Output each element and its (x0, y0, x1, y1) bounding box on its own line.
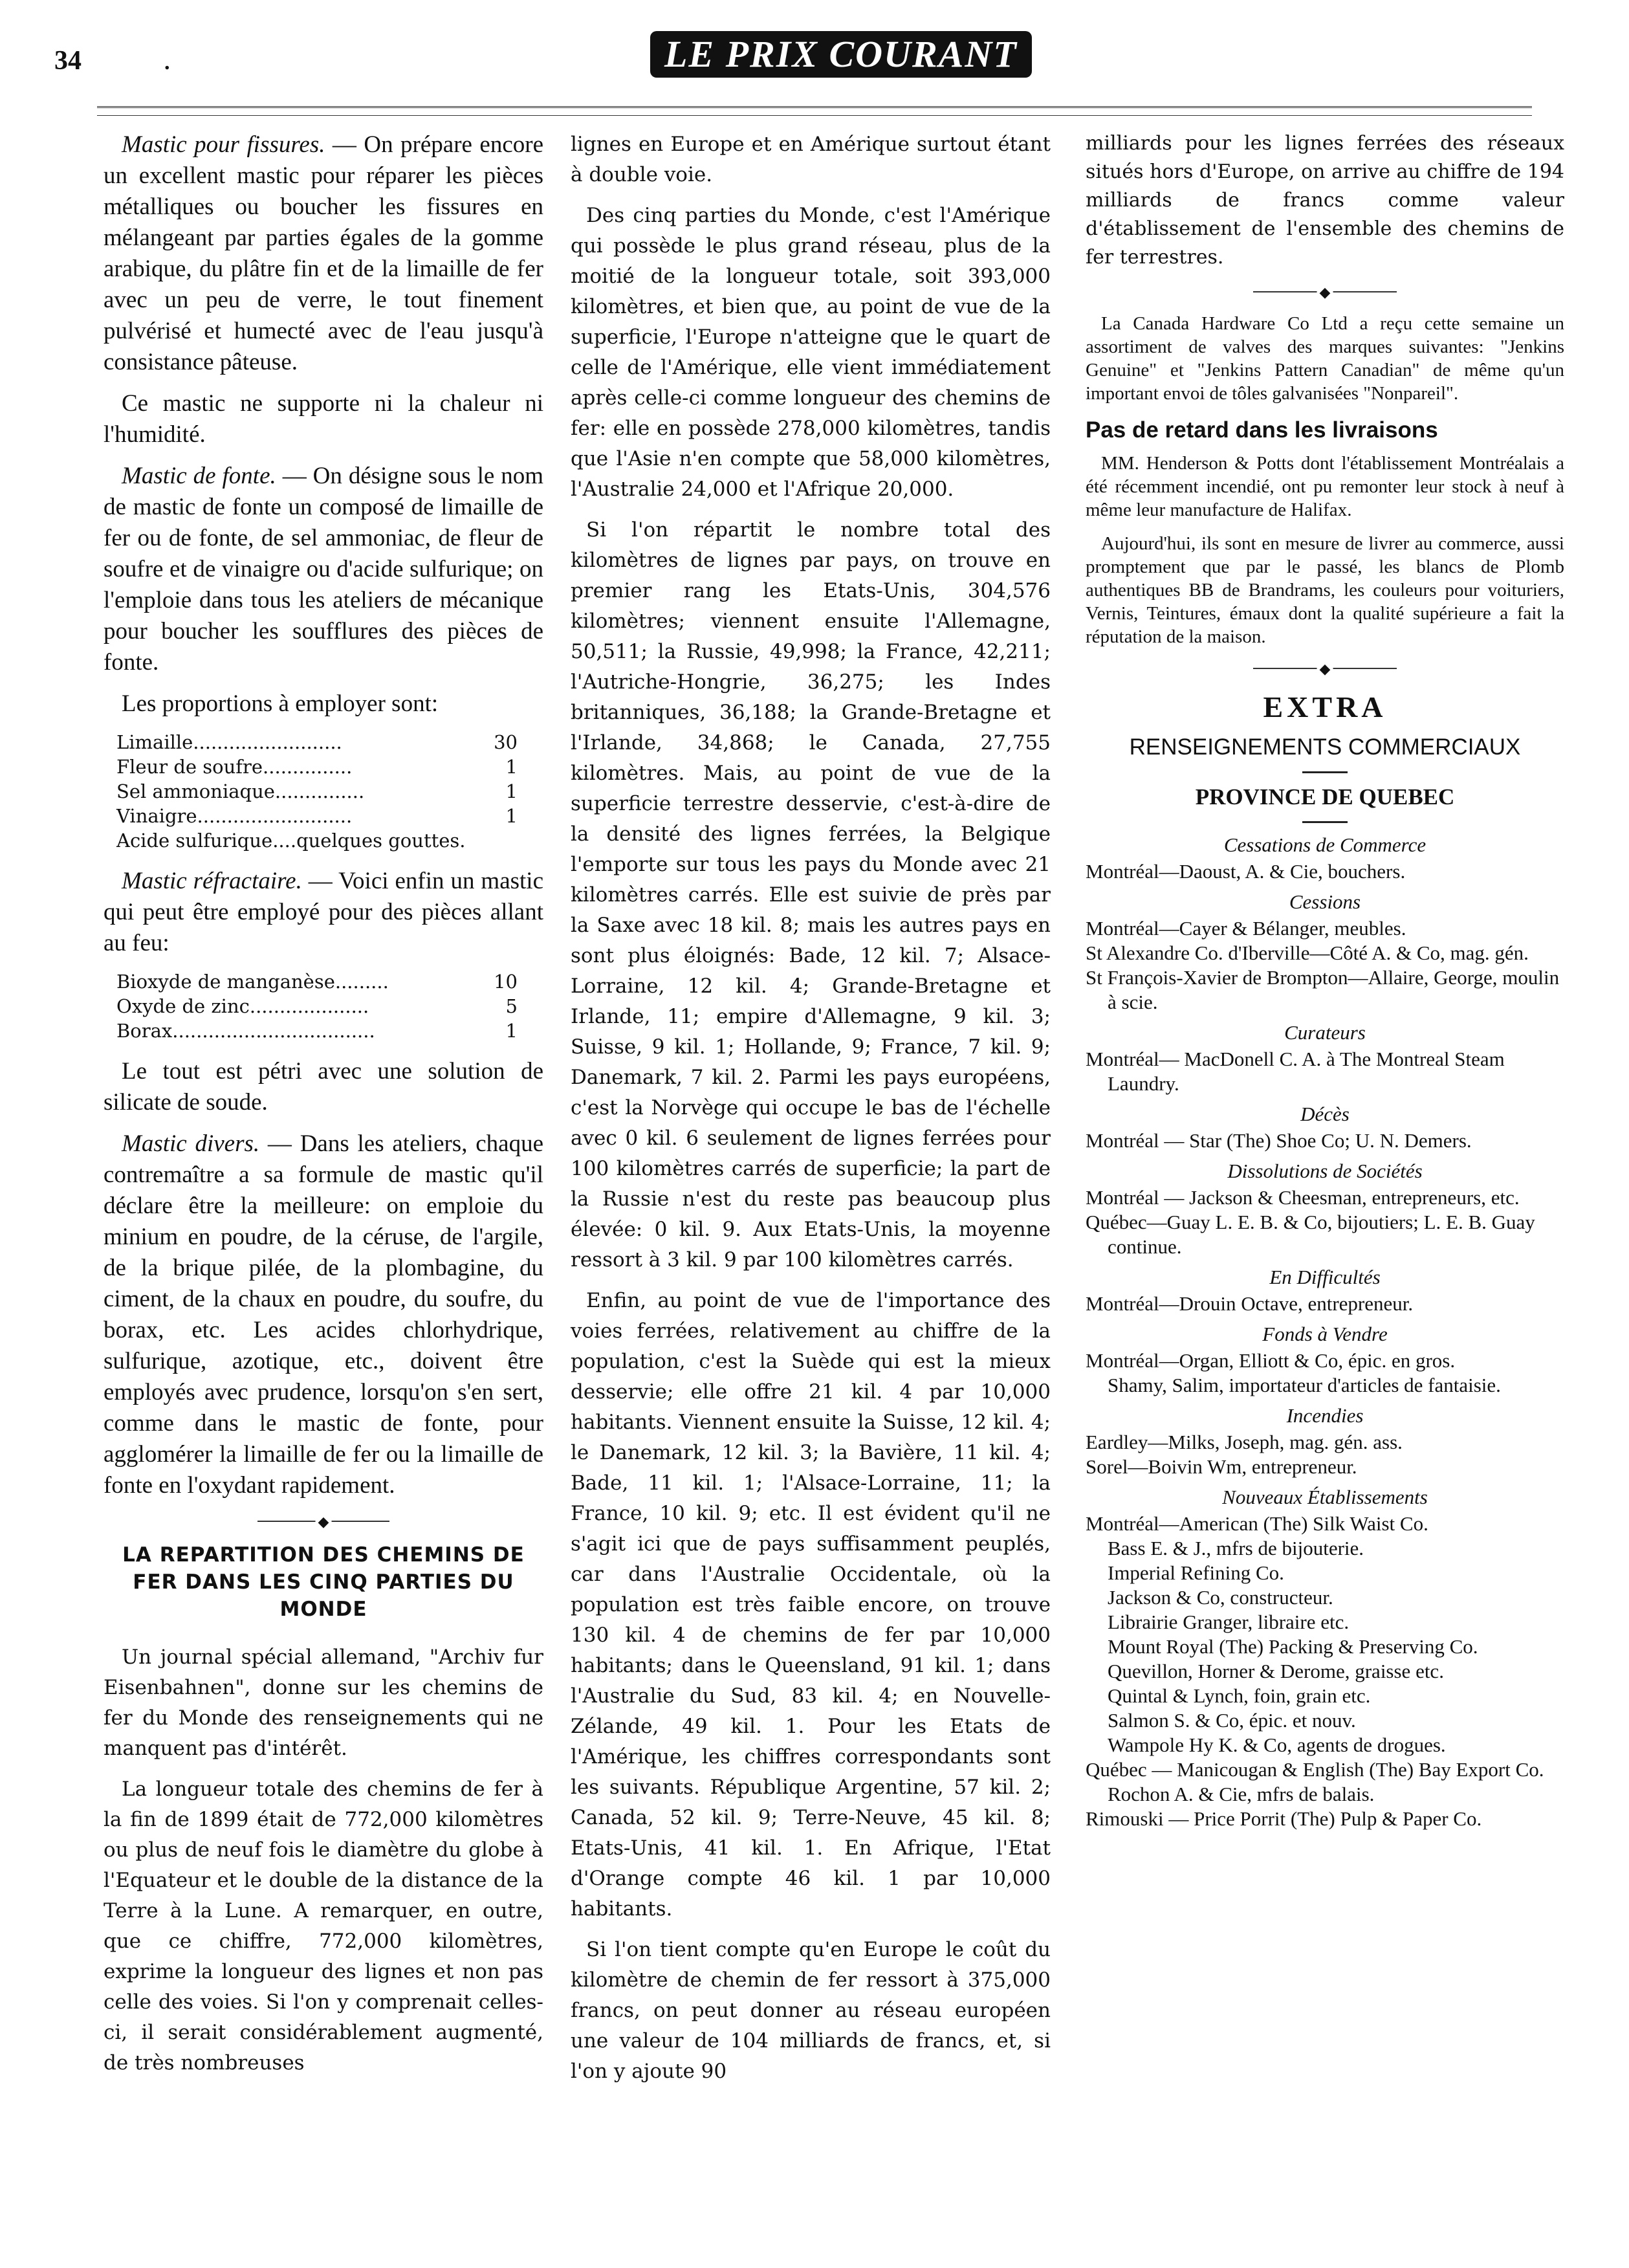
recipe-table-2 (116, 969, 518, 1043)
recipe-row (116, 804, 518, 828)
paragraph-text: — Voici enfin un mastic qui peut être employé pour des pièces allant au feu: (104, 868, 543, 956)
list-item: Montréal—Cayer & Bélanger, meubles. (1086, 917, 1406, 940)
recipe-row (116, 994, 518, 1018)
section-subheading: RENSEIGNEMENTS COMMERCIAUX (1129, 734, 1521, 760)
ingredient: Limaille......................... (116, 731, 342, 753)
category-title: En Difficultés (1269, 1266, 1381, 1288)
paragraph (104, 129, 543, 378)
category-title: Cessations de Commerce (1223, 833, 1427, 856)
short-rule (1302, 821, 1348, 823)
column-2 (571, 129, 1051, 2097)
paragraph-text: — Dans les ateliers, chaque contremaître a sa formule de mastic qu'il déclare être la meilleure: on emploie du minium en poudre, de la céruse, de l'argile, de la brique pilée, de la plombagine, du ciment, de la chaux en poudre, du soufre, du borax, etc. Les acides chlorhydrique, sulfurique, azotique, etc., doivent être employés avec prudence, lorsqu'on s'en sert, comme dans le mastic de fonte, pour agglomérer la limaille de fer ou la limaille de fonte en l'oxydant rapidement. (104, 1130, 543, 1499)
province-heading: PROVINCE DE QUEBEC (1195, 784, 1455, 809)
category-title: Incendies (1286, 1404, 1364, 1427)
quantity: 5 (505, 995, 518, 1017)
recipe-row (116, 1018, 518, 1043)
recipe-row (116, 754, 518, 779)
ornament-divider (104, 1513, 543, 1530)
list-item: Librairie Granger, libraire etc. (1108, 1611, 1350, 1633)
category-title: Nouveaux Établissements (1222, 1486, 1428, 1508)
list-item: Montréal— MacDonell C. A. à The Montreal Steam Laundry. (1086, 1048, 1505, 1095)
paragraph (104, 866, 543, 959)
article-heading: Pas de retard dans les livraisons (1086, 417, 1438, 443)
ingredient: Bioxyde de manganèse......... (116, 971, 389, 993)
paragraph: MM. Henderson & Potts dont l'établissement Montréalais a été récemment incendié, ont pu remonter leur stock à neuf à même leur manufacture de Halifax. (1086, 453, 1564, 520)
paragraph: La Canada Hardware Co Ltd a reçu cette semaine un assortiment de valves des marques suivantes: "Jenkins Genuine" et "Jenkins Pattern Canadian" de même qu'un important envoi de tôles galvanisées "Nonpareil". (1086, 313, 1564, 404)
diamond-ornament-icon: ◆ (316, 1514, 332, 1530)
paragraph: La longueur totale des chemins de fer à la fin de 1899 était de 772,000 kilomètres ou plus de neuf fois le diamètre du globe à l'Equateur et le double de la distance de la Terre à la Lune. A remarquer, en outre, que ce chiffre, 772,000 kilomètres, exprime la longueur des lignes et non pas celle des voies. Si l'on y comprenait celles-ci, il serait considérablement augmenté, de très nombreuses (104, 1778, 543, 2075)
list-item: St Alexandre Co. d'Iberville—Côté A. & Co, mag. gén. (1086, 941, 1529, 964)
ingredient: Vinaigre.......................... (116, 805, 353, 827)
diamond-ornament-icon: ◆ (1317, 661, 1333, 677)
paragraph-lead: Mastic réfractaire. (122, 868, 302, 894)
recipe-row (116, 779, 518, 804)
paragraph: Aujourd'hui, ils sont en mesure de livrer au commerce, aussi promptement que par le passé, les blancs de Plomb authentiques BB de Brandrams, les couleurs pour voituriers, Vernis, Teintures, émaux dont la qualité supérieure a fait la réputation de la maison. (1086, 533, 1564, 647)
short-rule (1302, 771, 1348, 773)
quantity: 10 (494, 971, 518, 993)
paragraph: Ce mastic ne supporte ni la chaleur ni l'humidité. (104, 390, 543, 448)
paragraph: Les proportions à employer sont: (122, 690, 439, 717)
page-number: 34 (54, 46, 82, 76)
paragraph: Si l'on tient compte qu'en Europe le coût du kilomètre de chemin de fer ressort à 375,000 francs, on peut donner au réseau européen une valeur de 104 milliards de francs, et, si l'on y ajoute 90 (571, 1938, 1051, 2083)
diamond-ornament-icon: ◆ (1317, 285, 1333, 301)
list-item: Montréal — Star (The) Shoe Co; U. N. Demers. (1086, 1129, 1472, 1152)
ingredient: Borax.................................. (116, 1020, 375, 1042)
quantity: 1 (505, 756, 518, 778)
list-item: Québec—Guay L. E. B. & Co, bijoutiers; L. E. B. Guay continue. (1086, 1211, 1535, 1258)
paragraph: lignes en Europe et en Amérique surtout étant à double voie. (571, 133, 1051, 186)
quantity: 1 (505, 805, 518, 827)
list-item: Bass E. & J., mfrs de bijouterie. (1108, 1537, 1364, 1559)
paragraph-lead: Mastic pour fissures. (122, 131, 325, 158)
ingredient: Oxyde de zinc.................... (116, 995, 369, 1017)
ornament-divider (1086, 283, 1564, 300)
category-title: Curateurs (1284, 1021, 1366, 1044)
ornament-divider (1086, 660, 1564, 677)
list-item: Jackson & Co, constructeur. (1108, 1586, 1333, 1609)
list-item: Québec — Manicougan & English (The) Bay Export Co. (1086, 1758, 1544, 1781)
list-item: Rimouski — Price Porrit (The) Pulp & Paper Co. (1086, 1807, 1482, 1830)
list-item: St François-Xavier de Brompton—Allaire, George, moulin à scie. (1086, 966, 1560, 1013)
paragraph: Un journal spécial allemand, "Archiv fur Eisenbahnen", donne sur les chemins de fer du Monde des renseignements qui ne manquent pas d'intérêt. (104, 1646, 543, 1760)
header-rule-thin (97, 115, 1532, 116)
list-item: Montréal—American (The) Silk Waist Co. (1086, 1512, 1428, 1535)
paragraph-lead: Mastic divers. (122, 1130, 260, 1157)
category-title: Décès (1300, 1103, 1350, 1125)
list-item: Mount Royal (The) Packing & Preserving Co. (1108, 1635, 1478, 1658)
list-item: Montréal—Daoust, A. & Cie, bouchers. (1086, 860, 1406, 883)
list-item: Montréal—Drouin Octave, entrepreneur. (1086, 1292, 1414, 1315)
paragraph: Si l'on répartit le nombre total des kilomètres de lignes par pays, on trouve en premier rang les Etats-Unis, 304,576 kilomètres; viennent ensuite l'Allemagne, 50,511; la Russie, 49,998; la France, 42,211; l'Autriche-Hongrie, 36,275; les Indes britanniques, 36,188; la Grande-Bretagne et l'Irlande, 34,868; le Canada, 27,755 kilomètres. Mais, au point de vue de la superficie terrestre desservie, c'est-à-dire de la densité des lignes ferrées, la Belgique l'emporte sur tous les pays du Monde avec 21 kilomètres carrés. Elle est suivie de près par la Saxe avec 18 kil. 8; mais les autres pays en sont plus éloignés: Bade, 12 kil. 7; Alsace-Lorraine, 12 kil. 4; Grande-Bretagne et Irlande, 11; empire d'Allemagne, 9 kil. 3; Suisse, 9 kil. 1; Hollande, 9; France, 7 kil. 9; Danemark, 7 kil. 2. Parmi les pays européens, c'est la Norvège qui occupe le bas de l'échelle avec 0 kil. 6 seulement de lignes ferrées pour 100 kilomètres carrés de superficie; la part de la Russie n'est du reste pas beaucoup plus élevée: 0 kil. 9. Aux Etats-Unis, la moyenne ressort à 3 kil. 9 par 100 kilomètres carrés. (571, 518, 1051, 1272)
page-dot: . (164, 50, 170, 74)
list-item: Imperial Refining Co. (1108, 1561, 1284, 1584)
paragraph: Des cinq parties du Monde, c'est l'Amérique qui possède le plus grand réseau, plus de la moitié de la longueur totale, soit 393,000 kilomètres, et bien que, au point de vue de la superficie, l'Europe n'atteigne que le quart de celle de l'Amérique, elle vient immédiatement après celle-ci comme longueur des chemins de fer: elle en possède 278,000 kilomètres, tandis que l'Asie n'en compte que 58,000 kilomètres, l'Australie 24,000 et l'Afrique 20,000. (571, 204, 1051, 501)
ingredient: Fleur de soufre............... (116, 756, 353, 778)
category-title: Dissolutions de Sociétés (1227, 1160, 1423, 1182)
paragraph (104, 1128, 543, 1501)
quantity: 1 (505, 1020, 518, 1042)
quantity: 30 (494, 731, 518, 753)
masthead-logo: LE PRIX COURANT (650, 31, 1032, 78)
category-title: Fonds à Vendre (1262, 1323, 1388, 1345)
list-item: Quintal & Lynch, foin, grain etc. (1108, 1684, 1371, 1707)
list-item: Eardley—Milks, Joseph, mag. gén. ass. (1086, 1431, 1403, 1453)
column-1 (104, 129, 543, 2089)
recipe-row (116, 828, 518, 853)
ingredient: Sel ammoniaque............... (116, 780, 365, 802)
recipe-table-1 (116, 730, 518, 853)
list-item: Sorel—Boivin Wm, entrepreneur. (1086, 1455, 1357, 1478)
list-item: Quevillon, Horner & Derome, graisse etc. (1108, 1660, 1444, 1682)
paragraph-text: — On désigne sous le nom de mastic de fonte un composé de limaille de fer ou de fonte, de sel ammoniac, de fleur de soufre et de vinaigre ou d'acide sulfurique; on l'emploie dans tous les ateliers de mécanique pour boucher les soufflures des pièces de fonte. (104, 463, 543, 676)
header-rule (97, 106, 1532, 112)
paragraph: Le tout est pétri avec une solution de silicate de soude. (104, 1058, 543, 1116)
paragraph: Enfin, au point de vue de l'importance des voies ferrées, relativement au chiffre de la population, c'est la Suède qui est la mieux desservie; elle offre 21 kil. 4 par 10,000 habitants. Viennent ensuite la Suisse, 12 kil. 4; le Danemark, 12 kil. 3; la Bavière, 11 kil. 4; Bade, 11 kil. 1; l'Alsace-Lorraine, 11; la France, 10 kil. 9; etc. Il est évident qu'il ne s'agit ici que de pays suffisamment peuplés, car dans l'Australie Occidentale, où la population est très faible encore, on trouve 130 kil. 4 de chemins de fer par 10,000 habitants; dans le Queensland, 91 kil. 1; dans l'Australie du Sud, 83 kil. 4; en Nouvelle-Zélande, 49 kil. 1. Pour les Etats de l'Amérique, les chiffres correspondants sont les suivants. République Argentine, 57 kil. 2; Canada, 52 kil. 9; Terre-Neuve, 45 kil. 8; Etats-Unis, 41 kil. 1. En Afrique, l'Etat d'Orange compte 46 kil. 1 par 10,000 habitants. (571, 1289, 1051, 1921)
quantity: 1 (505, 780, 518, 802)
paragraph (104, 461, 543, 678)
column-3 (1086, 129, 1564, 1831)
ingredient: Acide sulfurique....quelques gouttes. (116, 830, 466, 852)
list-item: Montréal—Organ, Elliott & Co, épic. en gros. (1086, 1349, 1456, 1372)
list-item: Shamy, Salim, importateur d'articles de fantaisie. (1108, 1374, 1501, 1396)
category-title: Cessions (1289, 890, 1361, 913)
article-heading: LA REPARTITION DES CHEMINS DE FER DANS LES CINQ PARTIES DU MONDE (122, 1543, 525, 1621)
list-item: Salmon S. & Co, épic. et nouv. (1108, 1709, 1356, 1732)
list-item: Rochon A. & Cie, mfrs de balais. (1108, 1783, 1375, 1805)
list-item: Montréal — Jackson & Cheesman, entrepreneurs, etc. (1086, 1186, 1520, 1209)
extra-heading: EXTRA (1263, 690, 1387, 723)
list-item: Wampole Hy K. & Co, agents de drogues. (1108, 1734, 1446, 1756)
paragraph: milliards pour les lignes ferrées des réseaux situés hors d'Europe, on arrive au chiffre de 194 milliards de francs comme valeur d'établissement de l'ensemble des chemins de fer terrestres. (1086, 132, 1564, 269)
paragraph-text: — On prépare encore un excellent mastic pour réparer les pièces métalliques ou boucher les fissures en mélangeant par parties égales de la gomme arabique, du plâtre fin et de la limaille de fer avec un peu de verre, le tout finement pulvérisé et humecté avec de l'eau jusqu'à consistance pâteuse. (104, 131, 543, 375)
recipe-row (116, 730, 518, 754)
recipe-row (116, 969, 518, 994)
paragraph-lead: Mastic de fonte. (122, 463, 276, 489)
